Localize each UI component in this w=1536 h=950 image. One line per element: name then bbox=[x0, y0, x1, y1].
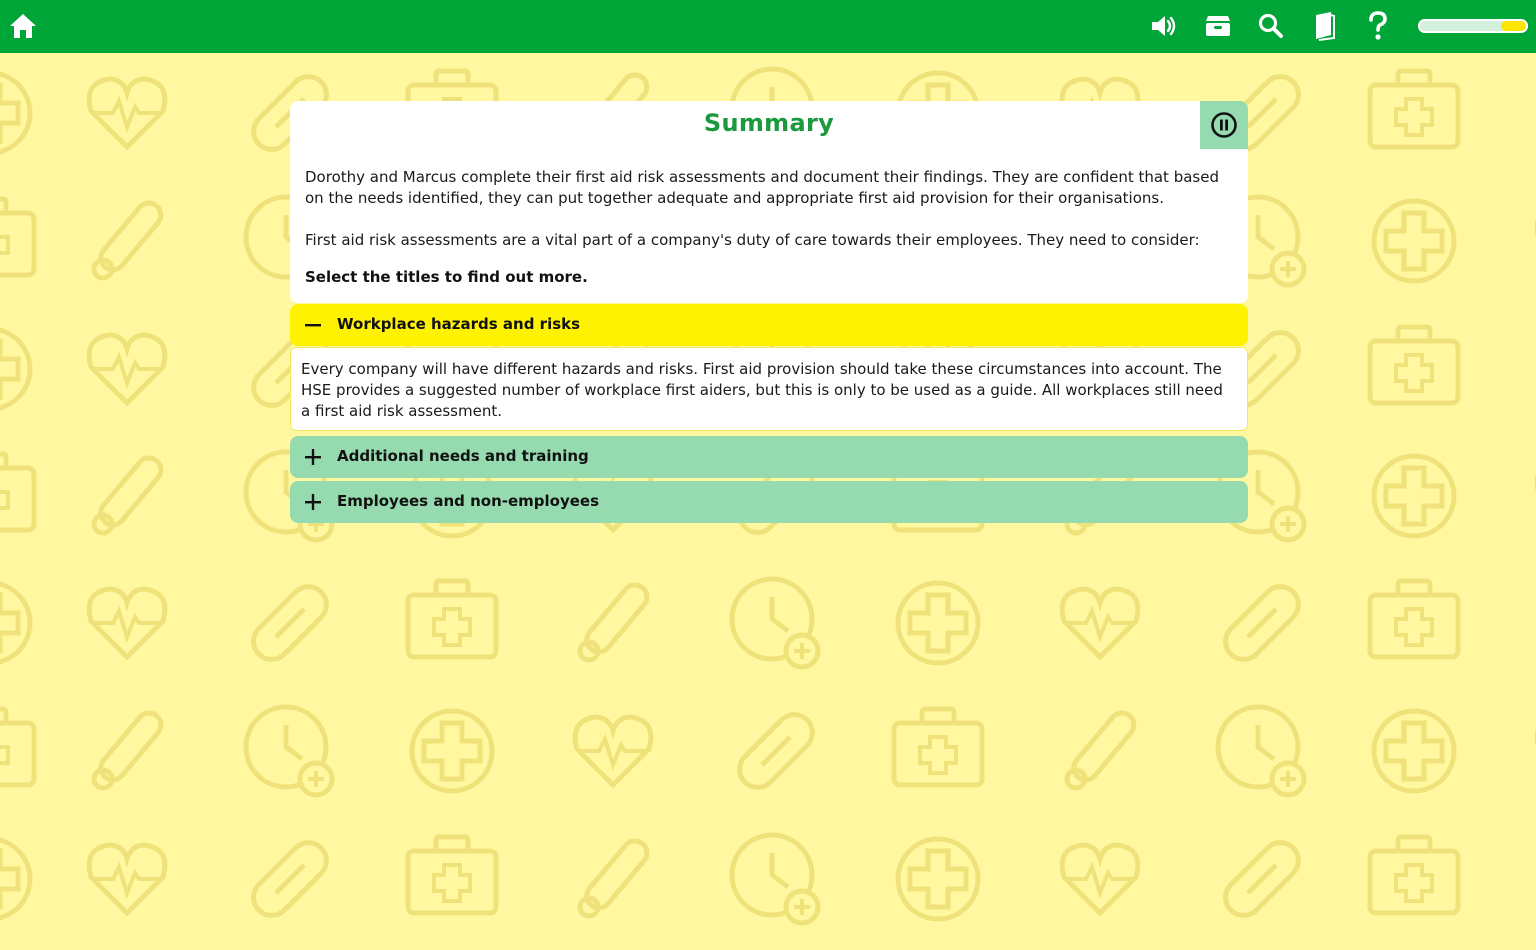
instruction-text: Select the titles to find out more. bbox=[305, 268, 588, 286]
pattern-icon bbox=[94, 708, 166, 788]
pattern-icon bbox=[408, 837, 496, 913]
pattern-icon bbox=[1370, 71, 1458, 147]
progress-bar bbox=[1418, 19, 1528, 33]
pause-icon bbox=[1210, 111, 1238, 139]
pattern-icon bbox=[732, 707, 820, 795]
help-icon[interactable] bbox=[1362, 10, 1394, 42]
pattern-icon bbox=[732, 579, 818, 667]
pattern-icon bbox=[1370, 837, 1458, 913]
pattern-icon bbox=[412, 711, 492, 791]
pattern-icon bbox=[89, 79, 165, 147]
pattern-icon bbox=[89, 335, 165, 403]
accordion-label: Additional needs and training bbox=[337, 447, 589, 465]
pattern-icon bbox=[246, 707, 332, 795]
search-icon[interactable] bbox=[1255, 10, 1287, 42]
pattern-icon bbox=[246, 579, 334, 667]
pattern-icon bbox=[1062, 589, 1138, 657]
pattern-icon bbox=[0, 454, 34, 530]
accordion-label: Employees and non-employees bbox=[337, 492, 600, 510]
minus-icon bbox=[304, 316, 322, 334]
accordion-panel-workplace-hazards bbox=[290, 347, 1248, 431]
pattern-icon bbox=[0, 199, 34, 275]
pattern-icon bbox=[1218, 835, 1306, 923]
accordion-label: Workplace hazards and risks bbox=[337, 315, 581, 333]
pattern-icon bbox=[575, 717, 651, 785]
pattern-icon bbox=[94, 453, 166, 533]
pattern-icon bbox=[1370, 327, 1458, 403]
pattern-icon bbox=[1374, 711, 1454, 791]
page-title: Summary bbox=[703, 109, 835, 137]
pattern-icon bbox=[0, 583, 30, 663]
pattern-icon bbox=[898, 839, 978, 919]
accordion-header-employees[interactable] bbox=[290, 481, 1248, 523]
pattern-icon bbox=[1374, 456, 1454, 536]
pause-button[interactable] bbox=[1200, 101, 1248, 149]
top-navigation-bar bbox=[0, 0, 1536, 53]
pattern-icon bbox=[94, 198, 166, 278]
summary-card bbox=[290, 101, 1248, 303]
glossary-icon[interactable] bbox=[1308, 10, 1340, 42]
pattern-icon bbox=[732, 835, 818, 923]
pattern-icon bbox=[894, 709, 982, 785]
pattern-icon bbox=[0, 329, 30, 409]
pattern-icon bbox=[89, 845, 165, 913]
pattern-icon bbox=[580, 580, 652, 660]
summary-paragraph-1: Dorothy and Marcus complete their first aid risk assessments and document their findings. They are confident that based on the needs identified, they can put together adequate and appropriate first aid provision for their organisations. bbox=[305, 168, 1219, 207]
pattern-icon bbox=[1374, 201, 1454, 281]
pattern-icon bbox=[580, 836, 652, 916]
pattern-icon bbox=[89, 589, 165, 657]
pattern-icon bbox=[1370, 581, 1458, 657]
pattern-icon bbox=[1218, 579, 1306, 667]
home-icon[interactable] bbox=[7, 10, 39, 42]
audio-icon[interactable] bbox=[1147, 10, 1179, 42]
accordion-panel-text: Every company will have different hazards and risks. First aid provision should take these circumstances into account. The HSE provides a suggested number of workplace first aiders, but this is only to be used as a guide. All workplaces still need a first aid risk assessment. bbox=[301, 360, 1223, 420]
accordion-header-additional-needs[interactable] bbox=[290, 436, 1248, 478]
accordion-header-workplace-hazards[interactable] bbox=[290, 304, 1248, 346]
pattern-icon bbox=[408, 581, 496, 657]
pattern-icon bbox=[1062, 845, 1138, 913]
pattern-icon bbox=[1067, 708, 1139, 788]
resources-icon[interactable] bbox=[1202, 10, 1234, 42]
progress-bar-fill bbox=[1501, 21, 1526, 31]
pattern-icon bbox=[246, 835, 334, 923]
pattern-icon bbox=[0, 73, 30, 153]
pattern-icon bbox=[1218, 707, 1304, 795]
plus-icon bbox=[304, 448, 322, 466]
pattern-icon bbox=[898, 583, 978, 663]
plus-icon bbox=[304, 493, 322, 511]
pattern-icon bbox=[0, 839, 30, 919]
summary-paragraph-2: First aid risk assessments are a vital part of a company's duty of care towards their employees. They need to consider: bbox=[305, 231, 1200, 249]
pattern-icon bbox=[0, 709, 34, 785]
